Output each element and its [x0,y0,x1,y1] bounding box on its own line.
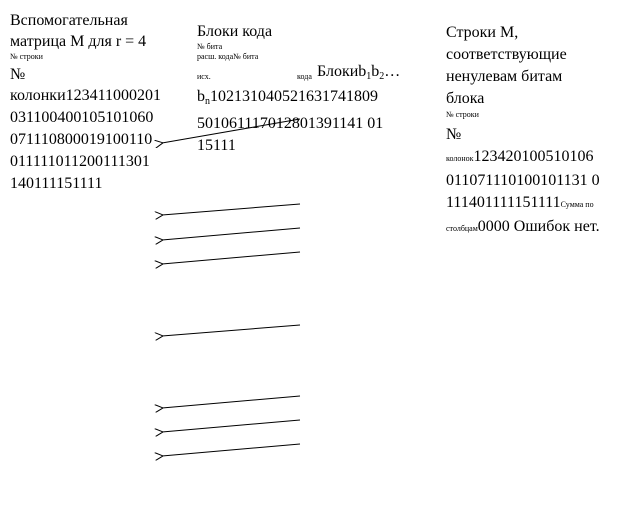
arrow [162,228,300,240]
arrow [162,204,300,215]
rows-line-1: колонок123420100510106 [446,148,594,165]
matrix-row: 140111151111 [10,175,103,192]
number-symbol: № [446,126,462,143]
rows-line-2: 011071110100101131 0 [446,172,600,189]
bit-number-label: № бита [197,42,223,51]
code-line-3: 15111 [197,137,236,154]
bn-symbol: $b_n$ [197,88,210,107]
matrix-row: 011111011200111301 [10,153,150,170]
arrow [162,444,300,456]
column-number-symbol: № [10,66,26,83]
ellipsis: … [384,63,401,80]
rows-line-3: 111401111151111Сумма по [446,194,594,211]
matrix-row: 031100400105101060 [10,109,154,126]
rows-title-line4: блока [446,90,485,107]
arrow [162,325,300,336]
decoded-code-label: расш. кода№ бита [197,52,259,61]
result-text: 0000 Ошибок нет. [477,218,600,235]
rows-title-line1: Строки М, [446,24,519,41]
source-label: исх. [197,72,211,81]
rows-title-line2: соответствующие [446,46,567,63]
arrow [162,420,300,432]
rows-title-line3: ненулевам битам [446,68,563,85]
sum-label: Сумма по [560,200,594,209]
row-number-label: № строки [446,110,479,119]
blocks-word: Блоки [317,63,359,80]
row-number-label: № строки [10,52,43,61]
columns-label: колонок [446,154,474,163]
matrix-title-line2: матрица М для r = 4 [10,33,147,50]
b2-symbol: $b_2$ [371,63,385,82]
code-line-2: 501061117012801391141 01 [197,115,384,132]
arrow [162,396,300,408]
matrix-row: колонки123411000201 [10,87,162,104]
arrow [162,119,300,143]
code-line-1: $b_n102131040521631741809$ [197,88,378,107]
arrow [162,252,300,264]
code-blocks-title: Блоки кода [197,23,273,40]
matrix-title-line1: Вспомогательная [10,12,128,29]
columns-sum-label: столбцам [446,224,478,233]
b1-symbol: $b_1$ [358,63,372,82]
code-label: кода [297,72,312,81]
matrix-row: 071110800019100110 [10,131,153,148]
